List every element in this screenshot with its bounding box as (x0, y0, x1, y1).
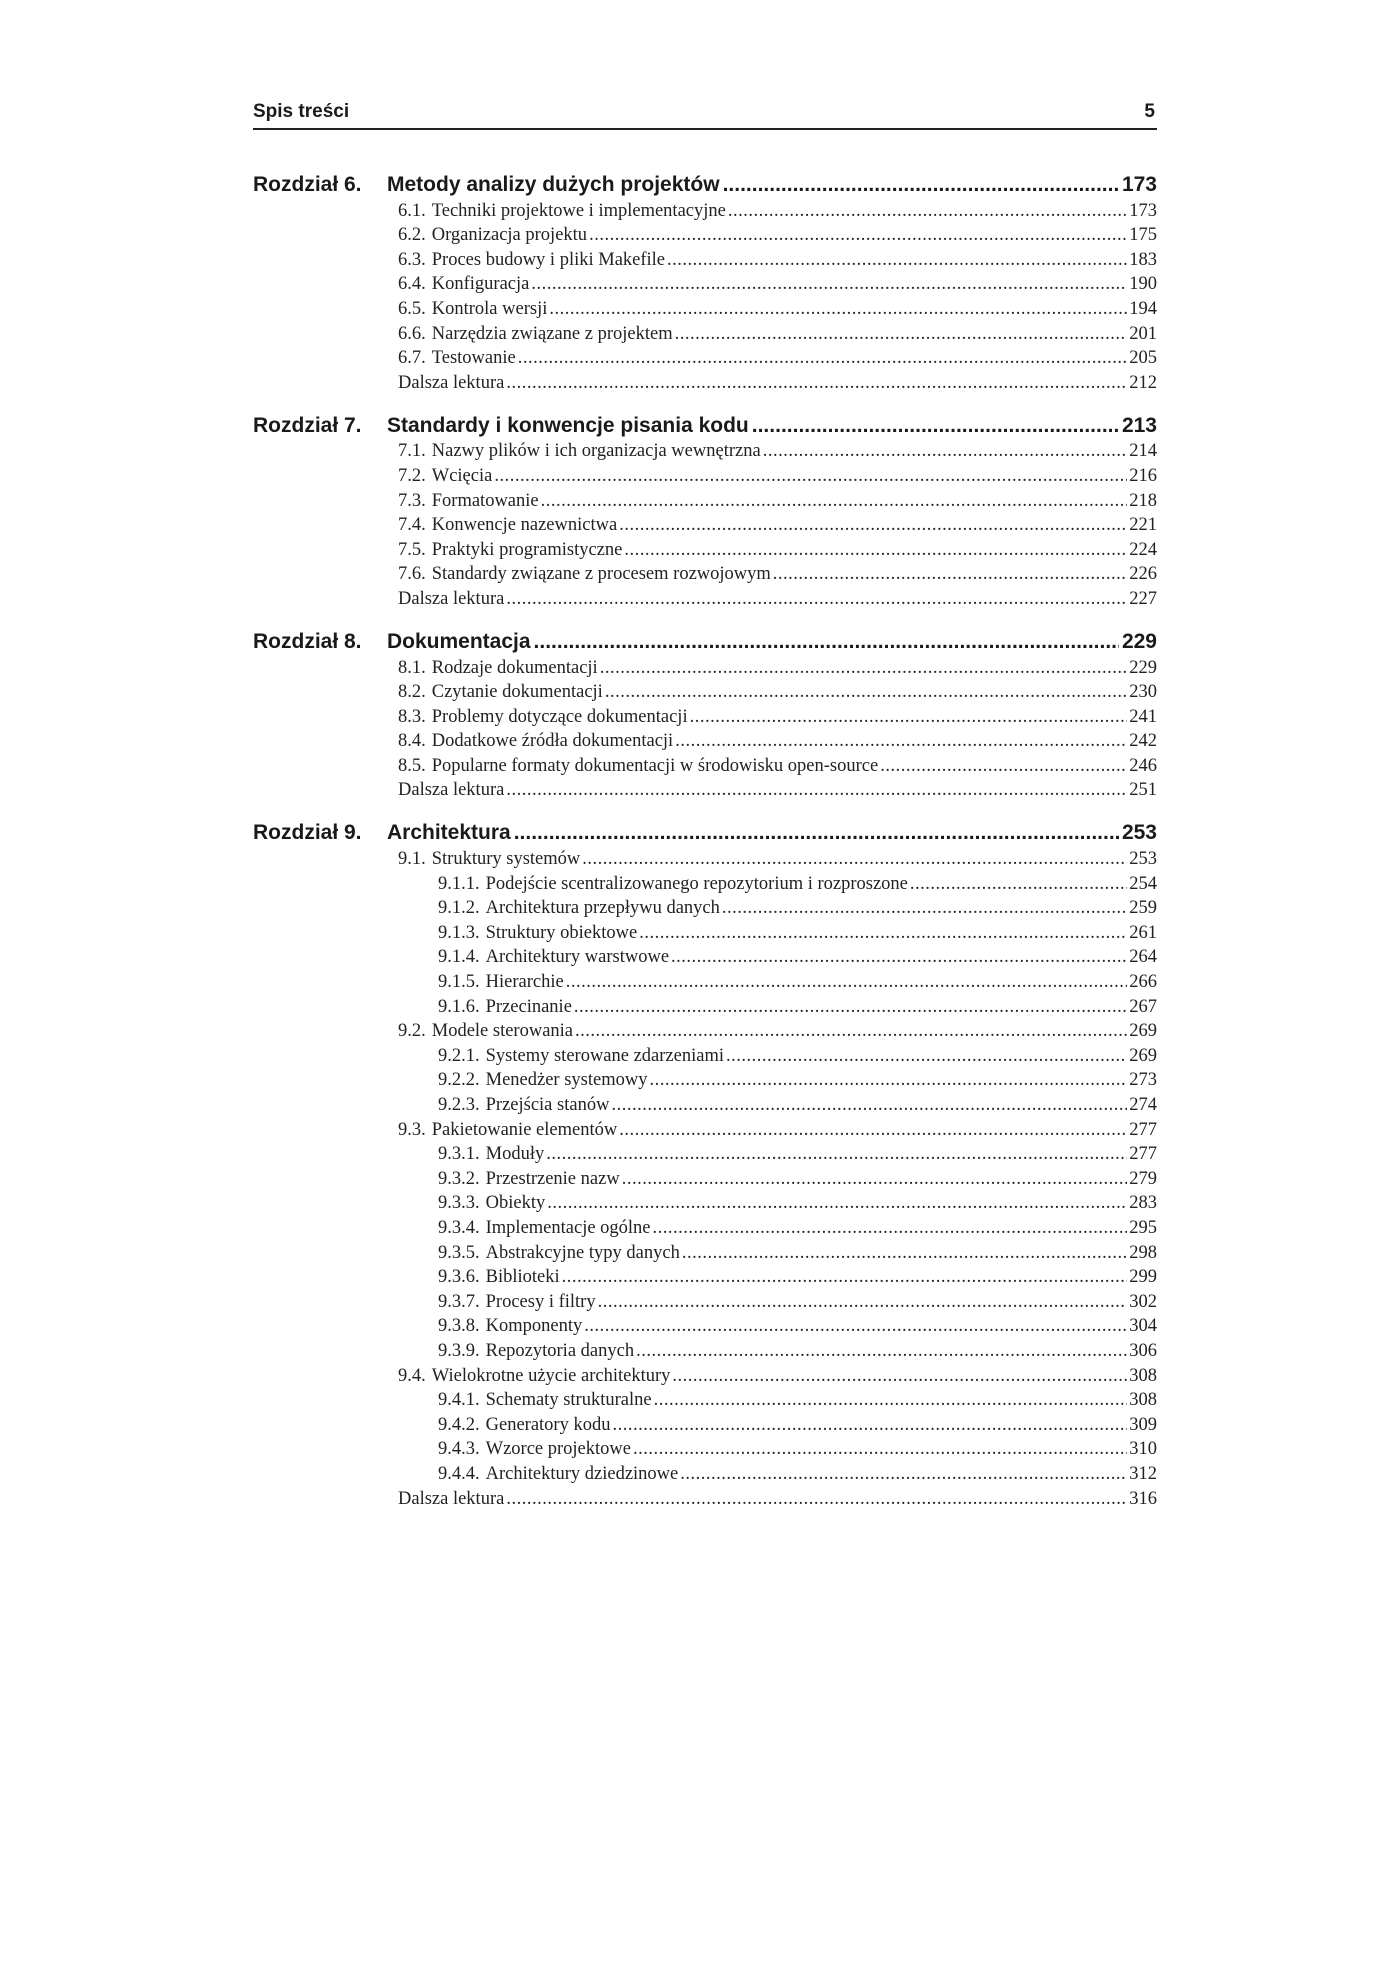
dot-leader (562, 1267, 1128, 1288)
section-number: 9.4.4. (438, 1463, 480, 1484)
dot-leader (541, 491, 1128, 512)
section-page-number: 310 (1129, 1439, 1157, 1460)
dot-leader (514, 821, 1119, 845)
section-page-number: 267 (1129, 996, 1157, 1017)
toc-subsection-entry[interactable] (398, 1411, 1157, 1436)
chapter-page-number: 229 (1121, 629, 1157, 653)
section-number: 9.4. (398, 1365, 426, 1386)
toc-subsection-entry[interactable] (398, 993, 1157, 1018)
toc-subsection-entry[interactable] (398, 870, 1157, 895)
section-page-number: 295 (1129, 1217, 1157, 1238)
section-title: Konwencje nazewnictwa (431, 515, 618, 536)
dot-leader (619, 515, 1127, 536)
running-head (253, 98, 1157, 130)
toc-subsection-entry[interactable] (398, 919, 1157, 944)
dot-leader (574, 997, 1127, 1018)
dot-leader (633, 1439, 1127, 1460)
section-title: Rodzaje dokumentacji (431, 657, 598, 678)
section-page-number: 242 (1129, 731, 1157, 752)
section-page-number: 309 (1129, 1414, 1157, 1435)
dot-leader (654, 1390, 1128, 1411)
toc-section-entry[interactable] (398, 197, 1157, 222)
section-title: Czytanie dokumentacji (431, 682, 603, 703)
section-title: Dalsza lektura (398, 372, 505, 393)
dot-leader (531, 274, 1127, 295)
section-title: Struktury obiektowe (485, 922, 638, 943)
dot-leader (506, 589, 1127, 610)
toc-subsection-entry[interactable] (398, 1239, 1157, 1264)
section-page-number: 216 (1129, 465, 1157, 486)
section-number: 9.2.2. (438, 1070, 480, 1091)
toc-subsection-entry[interactable] (398, 1042, 1157, 1067)
chapter-label: Rozdział 9. (253, 821, 362, 845)
section-title: Wielokrotne użycie architektury (431, 1365, 671, 1386)
dot-leader (910, 874, 1127, 895)
section-title: Struktury systemów (431, 849, 581, 870)
toc-section-entry[interactable] (398, 777, 1157, 802)
section-number: 8.1. (398, 657, 426, 678)
toc-subsection-entry[interactable] (398, 1214, 1157, 1239)
toc-section-entry[interactable] (398, 1362, 1157, 1387)
toc-section-entry[interactable] (398, 561, 1157, 586)
toc-subsection-entry[interactable] (398, 1264, 1157, 1289)
section-number: 9.4.2. (438, 1414, 480, 1435)
toc-subsection-entry[interactable] (398, 1387, 1157, 1412)
section-title: Dalsza lektura (398, 780, 505, 801)
toc-section-entry[interactable] (398, 462, 1157, 487)
section-number: 9.3. (398, 1119, 426, 1140)
toc-subsection-entry[interactable] (398, 1141, 1157, 1166)
dot-leader (506, 780, 1127, 801)
toc-section-entry[interactable] (398, 703, 1157, 728)
section-page-number: 254 (1129, 873, 1157, 894)
section-page-number: 274 (1129, 1095, 1157, 1115)
section-page-number: 218 (1129, 490, 1157, 511)
section-title: Testowanie (431, 348, 516, 369)
section-title: Konfiguracja (431, 274, 530, 295)
chapter-entries (253, 197, 1157, 394)
section-page-number: 224 (1129, 539, 1157, 560)
section-page-number: 308 (1129, 1390, 1157, 1411)
section-title: Obiekty (485, 1193, 546, 1214)
section-page-number: 194 (1129, 298, 1157, 319)
section-title: Przejścia stanów (485, 1095, 610, 1115)
toc-chapter (253, 406, 1157, 610)
section-number: 9.3.3. (438, 1193, 480, 1214)
dot-leader (636, 1341, 1127, 1362)
section-page-number: 304 (1129, 1316, 1157, 1337)
section-number: 8.2. (398, 682, 426, 703)
section-number: 9.1.1. (438, 873, 480, 894)
toc-section-entry[interactable] (398, 438, 1157, 463)
dot-leader (653, 1218, 1128, 1239)
section-title: Procesy i filtry (485, 1291, 596, 1312)
section-page-number: 283 (1129, 1193, 1157, 1214)
section-number: 9.4.3. (438, 1439, 480, 1460)
toc-subsection-entry[interactable] (398, 968, 1157, 993)
section-number: 9.1. (398, 849, 426, 870)
dot-leader (611, 1095, 1127, 1116)
section-title: Systemy sterowane zdarzeniami (485, 1045, 724, 1066)
chapter-label: Rozdział 6. (253, 173, 362, 196)
section-page-number: 253 (1129, 849, 1157, 870)
dot-leader (494, 466, 1127, 487)
section-title: Kontrola wersji (431, 298, 548, 319)
dot-leader (600, 658, 1128, 679)
section-page-number: 308 (1129, 1365, 1157, 1386)
chapter-entries (253, 845, 1157, 1509)
section-number: 9.3.5. (438, 1242, 480, 1263)
section-page-number: 264 (1129, 947, 1157, 968)
section-title: Pakietowanie elementów (431, 1119, 618, 1140)
toc-section-entry[interactable] (398, 246, 1157, 271)
section-number: 7.5. (398, 539, 426, 560)
section-number: 9.3.9. (438, 1340, 480, 1361)
dot-leader (549, 299, 1127, 320)
chapter-heading[interactable] (253, 813, 1157, 845)
section-number: 9.3.7. (438, 1291, 480, 1312)
running-head-title: Spis treści (253, 101, 350, 122)
dot-leader (667, 250, 1127, 271)
toc-section-entry[interactable] (398, 295, 1157, 320)
dot-leader (589, 225, 1127, 246)
section-page-number: 173 (1129, 200, 1157, 221)
section-number: 9.1.2. (438, 898, 480, 919)
toc-section-entry[interactable] (398, 1116, 1157, 1141)
chapter-title: Architektura (387, 821, 511, 845)
dot-leader (671, 947, 1127, 968)
dot-leader (672, 1366, 1127, 1387)
section-number: 9.3.8. (438, 1316, 480, 1337)
dot-leader (639, 923, 1127, 944)
section-page-number: 183 (1129, 249, 1157, 270)
toc-subsection-entry[interactable] (398, 1313, 1157, 1338)
section-title: Organizacja projektu (431, 225, 588, 246)
section-number: 9.1.6. (438, 996, 480, 1017)
section-page-number: 201 (1129, 323, 1157, 344)
section-number: 6.7. (398, 348, 426, 369)
dot-leader (575, 1021, 1127, 1042)
section-title: Podejście scentralizowanego repozytorium i rozproszone (485, 873, 908, 894)
section-page-number: 230 (1129, 682, 1157, 703)
chapter-title: Standardy i konwencje pisania kodu (387, 413, 749, 437)
section-title: Architektura przepływu danych (485, 898, 720, 919)
section-page-number: 229 (1129, 657, 1157, 678)
toc-subsection-entry[interactable] (398, 1288, 1157, 1313)
section-number: 7.2. (398, 465, 426, 486)
section-number: 6.1. (398, 200, 426, 221)
toc-section-entry[interactable] (398, 679, 1157, 704)
toc-section-entry[interactable] (398, 369, 1157, 394)
section-title: Narzędzia związane z projektem (431, 323, 673, 344)
section-number: 6.6. (398, 323, 426, 344)
section-page-number: 227 (1129, 588, 1157, 609)
section-number: 9.3.2. (438, 1168, 480, 1189)
section-number: 9.3.1. (438, 1144, 480, 1165)
dot-leader (612, 1415, 1127, 1436)
section-number: 8.5. (398, 755, 426, 776)
chapter-entries (253, 654, 1157, 802)
toc-subsection-entry[interactable] (398, 895, 1157, 920)
dot-leader (722, 898, 1127, 919)
section-number: 7.1. (398, 441, 426, 462)
section-page-number: 299 (1129, 1267, 1157, 1288)
dot-leader (675, 324, 1128, 345)
toc-subsection-entry[interactable] (398, 1337, 1157, 1362)
dot-leader (649, 1070, 1127, 1091)
section-page-number: 212 (1129, 372, 1157, 393)
dot-leader (546, 1144, 1127, 1165)
toc-section-entry[interactable] (398, 320, 1157, 345)
chapter-label: Rozdział 8. (253, 629, 362, 653)
section-page-number: 269 (1129, 1021, 1157, 1042)
chapter-label: Rozdział 7. (253, 413, 362, 437)
toc-subsection-entry[interactable] (398, 944, 1157, 969)
section-page-number: 190 (1129, 274, 1157, 295)
section-page-number: 226 (1129, 564, 1157, 585)
chapter-page-number: 253 (1121, 821, 1157, 845)
section-page-number: 273 (1129, 1070, 1157, 1091)
section-title: Nazwy plików i ich organizacja wewnętrzna (431, 441, 761, 462)
section-title: Biblioteki (485, 1267, 560, 1288)
dot-leader (584, 1316, 1127, 1337)
section-title: Wcięcia (431, 465, 493, 486)
section-page-number: 266 (1129, 972, 1157, 993)
toc-chapter (253, 622, 1157, 802)
toc-section-entry[interactable] (398, 845, 1157, 870)
dot-leader (506, 373, 1127, 394)
toc-section-entry[interactable] (398, 1485, 1157, 1510)
section-title: Menedżer systemowy (485, 1070, 648, 1091)
section-number: 9.1.3. (438, 922, 480, 943)
section-page-number: 259 (1129, 898, 1157, 919)
toc-section-entry[interactable] (398, 222, 1157, 247)
dot-leader (566, 972, 1128, 993)
section-page-number: 316 (1129, 1488, 1157, 1509)
page-number: 5 (1144, 101, 1155, 122)
chapter-title: Dokumentacja (387, 629, 531, 653)
section-title: Przestrzenie nazw (485, 1168, 620, 1189)
dot-leader (622, 1169, 1128, 1190)
section-number: 9.3.4. (438, 1217, 480, 1238)
section-number: 9.2.1. (438, 1045, 480, 1066)
section-title: Proces budowy i pliki Makefile (431, 249, 666, 270)
section-title: Implementacje ogólne (485, 1217, 651, 1238)
dot-leader (547, 1193, 1127, 1214)
chapter-page-number: 213 (1121, 413, 1157, 437)
dot-leader (605, 682, 1127, 703)
section-title: Formatowanie (431, 490, 539, 511)
section-page-number: 277 (1129, 1119, 1157, 1140)
section-number: 9.1.4. (438, 947, 480, 968)
toc-subsection-entry[interactable] (398, 1165, 1157, 1190)
dot-leader (726, 1046, 1127, 1067)
dot-leader (582, 849, 1127, 870)
section-page-number: 241 (1129, 706, 1157, 727)
section-page-number: 279 (1129, 1168, 1157, 1189)
section-page-number: 221 (1129, 515, 1157, 536)
section-number: 9.3.6. (438, 1267, 480, 1288)
section-title: Komponenty (485, 1316, 583, 1337)
section-page-number: 214 (1129, 441, 1157, 462)
chapter-heading[interactable] (253, 406, 1157, 438)
section-title: Problemy dotyczące dokumentacji (431, 706, 688, 727)
section-number: 9.2.3. (438, 1095, 480, 1115)
dot-leader (619, 1120, 1127, 1141)
dot-leader (723, 173, 1119, 197)
section-title: Architektury dziedzinowe (485, 1463, 679, 1484)
section-page-number: 269 (1129, 1045, 1157, 1066)
toc-subsection-entry[interactable] (398, 1091, 1157, 1116)
chapter-entries (253, 438, 1157, 610)
dot-leader (680, 1464, 1127, 1485)
section-title: Dodatkowe źródła dokumentacji (431, 731, 674, 752)
toc-subsection-entry[interactable] (398, 1436, 1157, 1461)
section-title: Architektury warstwowe (485, 947, 670, 968)
dot-leader (598, 1292, 1128, 1313)
dot-leader (506, 1489, 1127, 1510)
toc-subsection-entry[interactable] (398, 1067, 1157, 1092)
section-title: Hierarchie (485, 972, 564, 993)
section-title: Popularne formaty dokumentacji w środowisku open-source (431, 755, 879, 776)
chapter-title: Metody analizy dużych projektów (387, 173, 720, 196)
chapter-heading[interactable] (253, 622, 1157, 654)
dot-leader (534, 630, 1119, 654)
toc-section-entry[interactable] (398, 487, 1157, 512)
dot-leader (880, 756, 1127, 777)
section-page-number: 261 (1129, 922, 1157, 943)
dot-leader (752, 414, 1119, 438)
section-page-number: 175 (1129, 225, 1157, 246)
dot-leader (682, 1243, 1127, 1264)
section-title: Generatory kodu (485, 1414, 611, 1435)
toc-subsection-entry[interactable] (398, 1460, 1157, 1485)
dot-leader (690, 707, 1128, 728)
toc-section-entry[interactable] (398, 728, 1157, 753)
section-title: Moduły (485, 1144, 545, 1165)
chapter-page-number: 173 (1121, 173, 1157, 196)
dot-leader (773, 564, 1127, 585)
section-number: 6.4. (398, 274, 426, 295)
section-number: 6.2. (398, 225, 426, 246)
section-page-number: 312 (1129, 1463, 1157, 1484)
section-number: 6.5. (398, 298, 426, 319)
toc-section-entry[interactable] (398, 271, 1157, 296)
toc-chapter (253, 813, 1157, 1509)
section-title: Schematy strukturalne (485, 1390, 652, 1411)
section-number: 8.3. (398, 706, 426, 727)
section-title: Praktyki programistyczne (431, 539, 623, 560)
dot-leader (728, 201, 1127, 222)
section-number: 7.3. (398, 490, 426, 511)
section-title: Przecinanie (485, 996, 572, 1017)
dot-leader (518, 348, 1128, 369)
section-page-number: 298 (1129, 1242, 1157, 1263)
section-page-number: 306 (1129, 1340, 1157, 1361)
section-page-number: 277 (1129, 1144, 1157, 1165)
section-page-number: 246 (1129, 755, 1157, 776)
section-title: Repozytoria danych (485, 1340, 635, 1361)
table-of-contents (253, 165, 1157, 1522)
dot-leader (675, 731, 1127, 752)
section-number: 9.1.5. (438, 972, 480, 993)
section-page-number: 205 (1129, 348, 1157, 369)
section-number: 9.4.1. (438, 1390, 480, 1411)
toc-section-entry[interactable] (398, 752, 1157, 777)
section-title: Dalsza lektura (398, 1488, 505, 1509)
toc-section-entry[interactable] (398, 512, 1157, 537)
section-title: Dalsza lektura (398, 588, 505, 609)
chapter-heading[interactable] (253, 165, 1157, 197)
section-title: Techniki projektowe i implementacyjne (431, 200, 726, 221)
section-title: Modele sterowania (431, 1021, 574, 1042)
section-title: Wzorce projektowe (485, 1439, 631, 1460)
dot-leader (763, 441, 1128, 462)
section-number: 8.4. (398, 731, 426, 752)
toc-section-entry[interactable] (398, 1018, 1157, 1043)
section-title: Standardy związane z procesem rozwojowym (431, 564, 771, 585)
toc-section-entry[interactable] (398, 345, 1157, 370)
section-title: Abstrakcyjne typy danych (485, 1242, 680, 1263)
toc-section-entry[interactable] (398, 536, 1157, 561)
section-page-number: 251 (1129, 780, 1157, 801)
dot-leader (624, 540, 1127, 561)
section-number: 6.3. (398, 249, 426, 270)
toc-section-entry[interactable] (398, 585, 1157, 610)
section-number: 7.6. (398, 564, 426, 585)
toc-subsection-entry[interactable] (398, 1190, 1157, 1215)
section-page-number: 302 (1129, 1291, 1157, 1312)
section-number: 7.4. (398, 515, 426, 536)
toc-section-entry[interactable] (398, 654, 1157, 679)
toc-chapter (253, 165, 1157, 394)
section-number: 9.2. (398, 1021, 426, 1042)
